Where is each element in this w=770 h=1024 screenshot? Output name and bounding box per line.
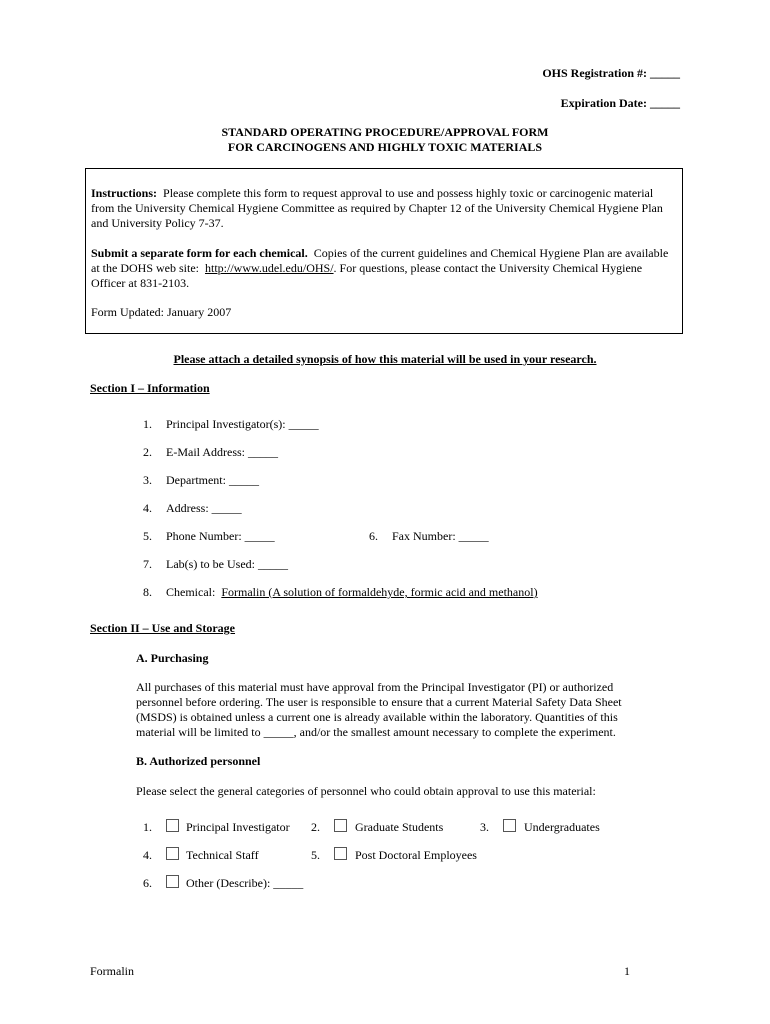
option-number-2: 2. <box>311 820 320 834</box>
item-number-6: 6. <box>369 529 378 543</box>
chemical-label: Chemical: <box>166 585 216 599</box>
item-number-2: 2. <box>143 445 152 459</box>
personnel-prompt: Please select the general categories of personnel who could obtain approval to use this material: <box>136 784 596 798</box>
page-number: 1 <box>624 964 630 978</box>
option-number-5: 5. <box>311 848 320 862</box>
technical-staff-option-label: Technical Staff <box>186 848 259 862</box>
labs-used-field[interactable]: Lab(s) to be Used: _____ <box>166 557 288 571</box>
other-describe-field[interactable]: Other (Describe): _____ <box>186 876 304 890</box>
submit-text: Copies of the current guidelines and Chemical Hygiene Plan are available at the DOHS web site: <box>91 246 669 275</box>
post-doctoral-checkbox[interactable] <box>334 847 347 860</box>
principal-investigator-field[interactable]: Principal Investigator(s): _____ <box>166 417 319 431</box>
option-number-1: 1. <box>143 820 152 834</box>
item-number-7: 7. <box>143 557 152 571</box>
chemical-row <box>166 585 538 599</box>
phone-number-field[interactable]: Phone Number: _____ <box>166 529 275 543</box>
fax-number-field[interactable]: Fax Number: _____ <box>392 529 489 543</box>
item-number-4: 4. <box>143 501 152 515</box>
instructions-paragraph <box>91 186 676 231</box>
form-updated: Form Updated: January 2007 <box>91 305 232 319</box>
item-number-3: 3. <box>143 473 152 487</box>
form-title-line2: FOR CARCINOGENS AND HIGHLY TOXIC MATERIALS <box>227 140 543 154</box>
instructions-lead: Instructions: <box>91 186 158 200</box>
authorized-personnel-heading: B. Authorized personnel <box>136 754 261 768</box>
purchasing-heading: A. Purchasing <box>136 651 209 665</box>
item-number-1: 1. <box>143 417 152 431</box>
chemical-value[interactable]: Formalin (A solution of formaldehyde, formic acid and methanol) <box>221 585 538 599</box>
expiration-date-field[interactable]: Expiration Date: _____ <box>560 96 680 110</box>
section-1-heading: Section I – Information <box>90 381 210 395</box>
item-number-5: 5. <box>143 529 152 543</box>
undergraduates-option-label: Undergraduates <box>524 820 600 834</box>
address-field[interactable]: Address: _____ <box>166 501 242 515</box>
technical-staff-checkbox[interactable] <box>166 847 179 860</box>
undergraduates-checkbox[interactable] <box>503 819 516 832</box>
principal-investigator-option-label: Principal Investigator <box>186 820 290 834</box>
submit-paragraph <box>91 246 676 291</box>
item-number-8: 8. <box>143 585 152 599</box>
email-address-field[interactable]: E-Mail Address: _____ <box>166 445 278 459</box>
graduate-students-option-label: Graduate Students <box>355 820 444 834</box>
option-number-6: 6. <box>143 876 152 890</box>
option-number-3: 3. <box>480 820 489 834</box>
purchasing-text: All purchases of this material must have approval from the Principal Investigator (PI) or authorized personnel before ordering. The user is responsible to ensure that a current Material Safety Data Sheet (MSDS) is obtained unless a current one is already available within the laboratory. Quantities of this material will be limited to _____, and/or the smallest amount necessary to complete the experiment. <box>136 680 622 739</box>
principal-investigator-checkbox[interactable] <box>166 819 179 832</box>
ohs-registration-field[interactable]: OHS Registration #: _____ <box>542 66 680 80</box>
department-field[interactable]: Department: _____ <box>166 473 259 487</box>
ohs-website-link[interactable]: http://www.udel.edu/OHS/ <box>204 261 334 275</box>
submit-lead: Submit a separate form for each chemical. <box>91 246 308 260</box>
option-number-4: 4. <box>143 848 152 862</box>
graduate-students-checkbox[interactable] <box>334 819 347 832</box>
other-checkbox[interactable] <box>166 875 179 888</box>
attach-synopsis-note: Please attach a detailed synopsis of how this material will be used in your research. <box>173 352 597 366</box>
instructions-text: Please complete this form to request approval to use and possess highly toxic or carcinogenic material from the University Chemical Hygiene Committee as required by Chapter 12 of the University Chemical Hygiene Plan and University Policy 7-37. <box>91 186 663 230</box>
form-title-line1: STANDARD OPERATING PROCEDURE/APPROVAL FORM <box>221 125 549 139</box>
instructions-box <box>85 168 683 334</box>
submit-text-after: . For questions, please contact the University Chemical Hygiene Officer at 831-2103. <box>91 261 643 290</box>
post-doctoral-option-label: Post Doctoral Employees <box>355 848 477 862</box>
section-2-heading: Section II – Use and Storage <box>90 621 236 635</box>
footer-chemical-name: Formalin <box>90 964 134 978</box>
